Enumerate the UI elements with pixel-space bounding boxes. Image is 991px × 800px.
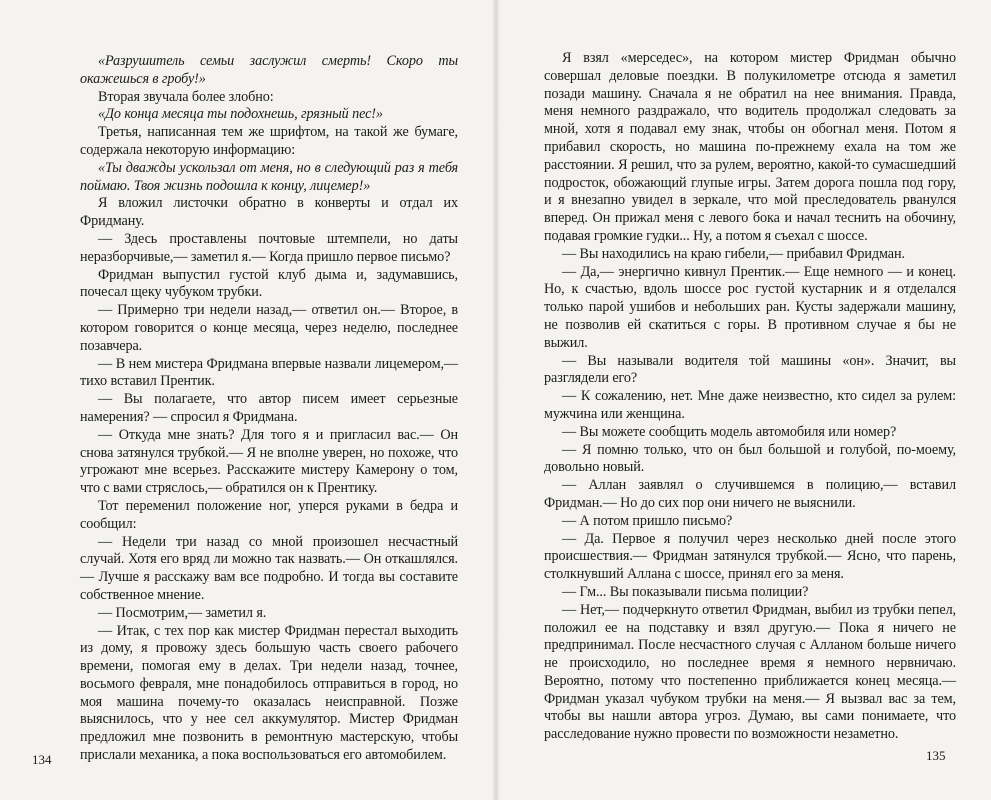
paragraph: Вторая звучала более злобно: xyxy=(98,88,274,105)
paragraph: — Вы называли водителя той машины «он». Значит, вы разглядели его? xyxy=(544,352,956,387)
paragraph: — Итак, с тех пор как мистер Фридман перестал выходить из дому, я провожу здесь большую часть своего рабочего времени, помогая ему в делах. Три недели назад, точнее, восьмого февраля, мне понадобилось отправиться в город, но моя машина почему-то оказалась неисправной. Позже выяснилось, что у нее сел аккумулятор. Мистер Фридман предложил мне позвонить в ремонтную мастерскую, чтобы прислали механика, а пока воспользоваться его автомобилем. xyxy=(80,622,458,764)
paragraph: «До конца месяца ты подохнешь, грязный пес!» xyxy=(98,106,383,123)
paragraph: — Здесь проставлены почтовые штемпели, но даты неразборчивые,— заметил я.— Когда пришло первое письмо? xyxy=(80,230,458,265)
paragraph: Я взял «мерседес», на котором мистер Фридман обычно совершал деловые поездки. В полукилометре отсюда я заметил позади машину. Сначала я не обратил на нее внимания. Правда, меня немного раздражало, что водитель продолжал следовать за мной, хотя я подавал ему знак, чтобы он обогнал меня. Потом я прибавил скорость, но машина по-прежнему ехала на том же расстоянии. Я решил, что за рулем, вероятно, какой-то сумасшедший подросток, обожающий глупые игры. Затем дорога пошла под гору, и я внезапно увидел в зеркале, что мой преследователь рванулся вперед. Он прижал меня с левого бока и начал теснить на обочину, подавая громкие гудки... Ну, а потом я съехал с шоссе. xyxy=(544,50,956,244)
paragraph: Фридман выпустил густой клуб дыма и, задумавшись, почесал щеку чубуком трубки. xyxy=(80,266,458,301)
right-page xyxy=(496,0,991,800)
page-number-right: 135 xyxy=(926,748,946,763)
paragraph: «Разрушитель семьи заслужил смерть! Скоро ты окажешься в гробу!» xyxy=(80,53,458,87)
paragraph: — Примерно три недели назад,— ответил он.— Второе, в котором говорится о конце месяца, через неделю, последнее позавчера. xyxy=(80,302,458,354)
left-page-text xyxy=(80,53,458,765)
paragraph: «Ты дважды ускользал от меня, но в следующий раз я тебя поймаю. Твоя жизнь подошла к концу, лицемер!» xyxy=(80,159,458,194)
paragraph: — Посмотрим,— заметил я. xyxy=(98,604,267,621)
paragraph: — Вы можете сообщить модель автомобиля или номер? xyxy=(562,423,897,440)
paragraph: — А потом пришло письмо? xyxy=(562,512,733,529)
paragraph: — В нем мистера Фридмана впервые назвали лицемером,— тихо вставил Прентик. xyxy=(80,355,458,390)
paragraph: Тот переменил положение ног, уперся руками в бедра и сообщил: xyxy=(80,497,458,532)
paragraph: — Я помню только, что он был большой и голубой, по-моему, довольно новый. xyxy=(544,441,956,476)
paragraph: — Гм... Вы показывали письма полиции? xyxy=(562,583,809,600)
paragraph: — Вы полагаете, что автор писем имеет серьезные намерения? — спросил я Фридмана. xyxy=(80,391,458,425)
right-page-text xyxy=(544,50,956,744)
paragraph: — Нет,— подчеркнуто ответил Фридман, выбил из трубки пепел, положил ее на подставку и взял другую.— Пока я ничего не предпринимал. После несчастного случая с Алланом больше ничего не происходило, но последнее время я немного нервничаю. Вероятно, потому что постепенно приближается конец месяца.— Фридман указал чубуком трубки на меня.— Я вызвал вас за тем, чтобы вы нашли автора угроз. Думаю, вы сами понимаете, что расследование нужно провести по возможности незаметно. xyxy=(544,601,956,743)
paragraph: — Да,— энергично кивнул Прентик.— Еще немного — и конец. Но, к счастью, вдоль шоссе рос густой кустарник и я отделался только парой ушибов и небольших ран. Кусты задержали машину, не позволив ей скатиться с горы. В противном случае я бы не выжил. xyxy=(544,263,956,351)
paragraph: Третья, написанная тем же шрифтом, на такой же бумаге, содержала некоторую информацию: xyxy=(80,124,458,158)
paragraph: — Откуда мне знать? Для того я и пригласил вас.— Он снова затянулся трубкой.— Я не вполне уверен, но похоже, что угрожают мне всерьез. Расскажите мистеру Камерону о том, что с вами стряслось,— обратился он к Прентику. xyxy=(80,426,458,497)
paragraph: — Недели три назад со мной произошел несчастный случай. Хотя его вряд ли можно так назвать.— Он откашлялся.— Лучше я расскажу вам все подробно. И тогда вы составите собственное мнение. xyxy=(80,533,458,603)
paragraph: Я вложил листочки обратно в конверты и отдал их Фридману. xyxy=(80,195,458,230)
page-number-left: 134 xyxy=(32,752,52,767)
paragraph: — Да. Первое я получил через несколько дней после этого происшествия.— Фридман затянулся трубкой.— Ясно, что парень, столкнувший Аллана с шоссе, принял его за меня. xyxy=(544,530,956,583)
paragraph: — Вы находились на краю гибели,— прибавил Фридман. xyxy=(562,245,905,262)
paragraph: — Аллан заявлял о случившемся в полицию,— вставил Фридман.— Но до сих пор они ничего не выяснили. xyxy=(544,477,956,511)
paragraph: — К сожалению, нет. Мне даже неизвестно, кто сидел за рулем: мужчина или женщина. xyxy=(544,388,956,422)
